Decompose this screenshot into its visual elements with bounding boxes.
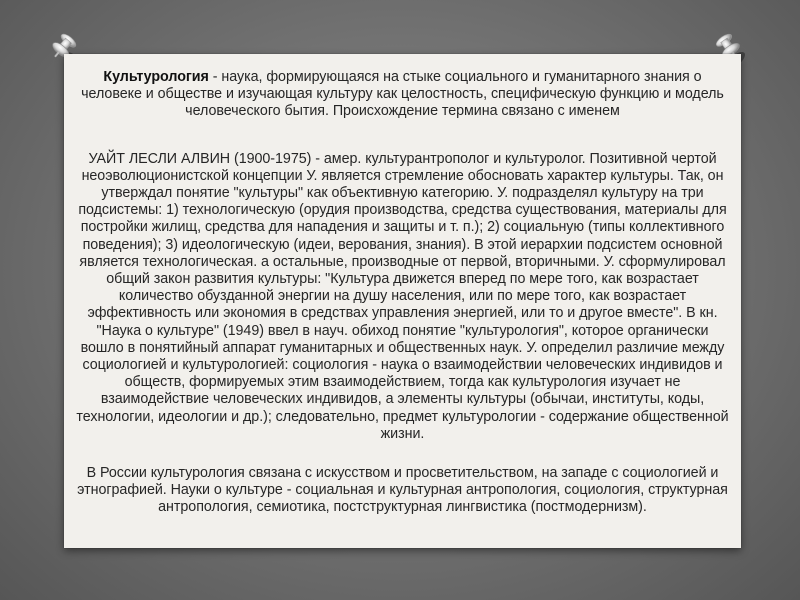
russia-paragraph: В России культурология связана с искусством и просветительством, на западе с социологией и этнографией. Науки о культуре - социальная и культурная антропология, социология, структурная антропология, семиотика, постструктурная лингвистика (постмодернизм). [77, 465, 728, 516]
definition-text: - наука, формирующаяся на стыке социального и гуманитарного знания о человеке и обществе и изучающая культуру как целостность, специфическую функцию и модель человеческого бытия. Происхождение термина связано с именем [81, 69, 724, 120]
white-biography-paragraph: УАЙТ ЛЕСЛИ АЛВИН (1900-1975) - амер. культурантрополог и культуролог. Позитивной чертой неоэволюционистской концепции У. является стремление обосновать характер культуры. Так, он утверждал понятие "культуры" как объективную категорию. У. подразделял культуру на три подсистемы: 1) технологическую (орудия производства, средства существования, материалы для постройки жилищ, средства для нападения и защиты и т. п.); 2) социальную (типы коллективного поведения); 3) идеологическую (идеи, верования, знания). В этой иерархии подсистем основной является технологическая. а остальные, производные от первой, вторичными. У. сформулировал общий закон развития культуры: "Культура движется вперед по мере того, как возрастает количество обузданной энергии на душу населения, или по мере того, как возрастает эффективность или экономия в средствах управления энергией, или то и другое вместе". В кн. "Наука о культуре" (1949) ввел в науч. обиход понятие "культурология", которое органически вошло в понятийный аппарат гуманитарных и общественных наук. У. определил различие между социологией и культурологией: социология - наука о взаимодействии человеческих индивидов и обществ, формируемых этим взаимодействием, тогда как культурология изучает не взаимодействие человеческих индивидов, а элементы культуры (обычаи, институты, коды, технологии, идеологии и др.); следовательно, предмет культурологии - содержание общественной жизни. [76, 150, 729, 442]
term-culturology: Культурология [103, 69, 209, 85]
content-card [64, 54, 741, 548]
definition-paragraph [74, 69, 731, 121]
